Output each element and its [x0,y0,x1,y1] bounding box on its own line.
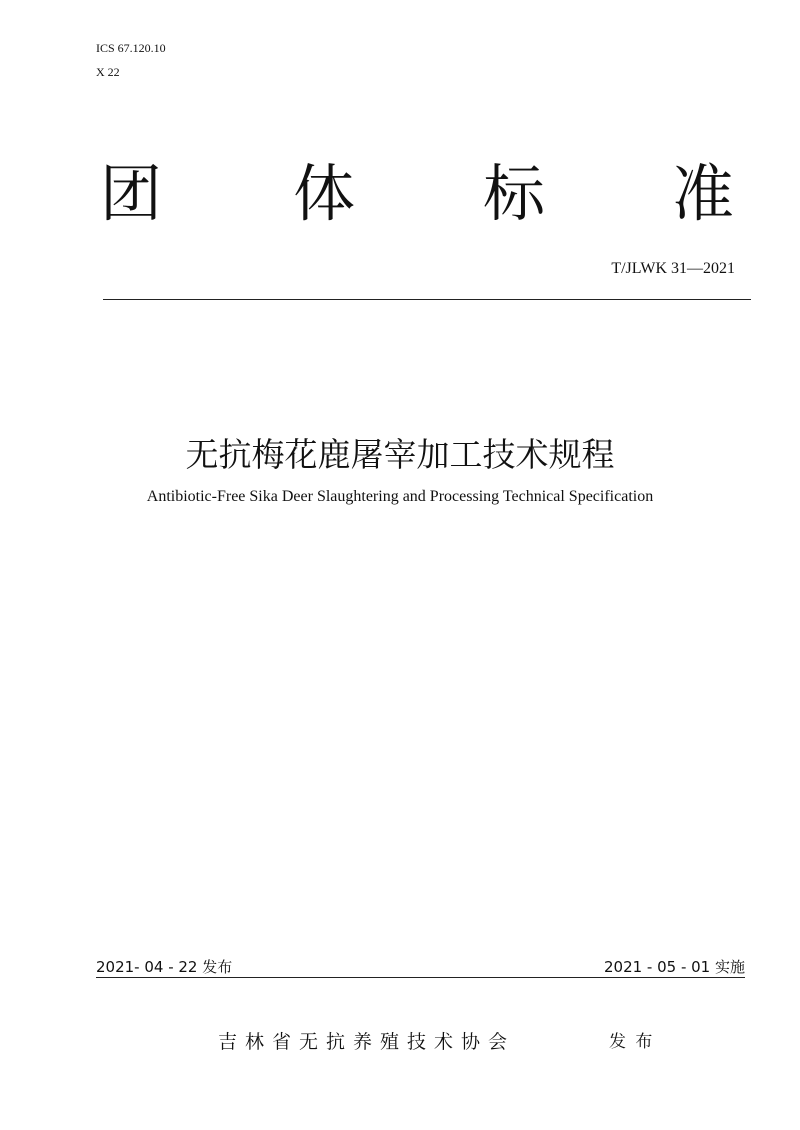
standard-type-char-2: 体 [293,157,356,230]
implementation-date: 2021 - 05 - 01 实施 [603,958,745,976]
header-divider [103,299,751,300]
ics-code: ICS 67.120.10 [96,41,166,55]
standard-type-char-3: 标 [483,157,546,230]
standard-type-char-1: 团 [100,157,163,230]
classification-code: X 22 [96,65,120,79]
publisher-name: 吉林省无抗养殖技术协会 [218,1031,516,1053]
footer-divider [96,977,745,978]
publish-label: 发 布 [609,1032,655,1052]
document-title-english: Antibiotic-Free Sika Deer Slaughtering and Processing Technical Specification [146,488,654,505]
standard-type-char-4: 准 [672,157,735,230]
issue-date: 2021- 04 - 22 发布 [96,958,233,976]
standard-number: T/JLWK 31—2021 [611,260,735,277]
document-title-chinese: 无抗梅花鹿屠宰加工技术规程 [185,435,615,474]
